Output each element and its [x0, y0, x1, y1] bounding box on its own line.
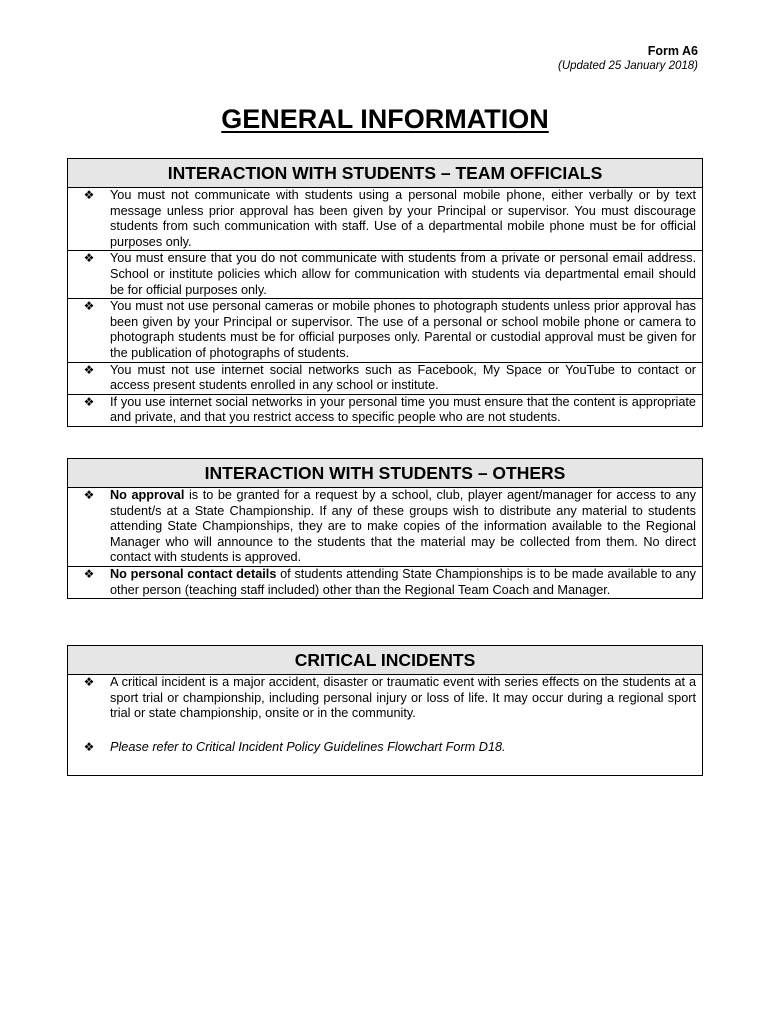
page-title: GENERAL INFORMATION [221, 104, 549, 134]
list-item [68, 675, 702, 722]
list-item-text: You must not use internet social networks such as Facebook, My Space or YouTube to contact or access present students enrolled in any school or institute. [110, 362, 696, 393]
diamond-bullet-icon: ❖ [83, 251, 95, 266]
list-item-text: You must not communicate with students using a personal mobile phone, either verbally or by text message unless prior approval has been given by your Principal or supervisor. You must discourage students from such communication with staff. Use of a departmental mobile phone must be for official purposes only. [110, 188, 696, 249]
form-code: Form A6 [647, 44, 698, 58]
list-item-text: A critical incident is a major accident, disaster or traumatic event with series effects on the students at a sport trial or championship, including personal injury or loss of life. It may occur during a regional sport trial or state championship, onsite or in the community. [110, 675, 696, 721]
body-text: of students attending State Championships is to be made available to any other person (teaching staff included) other than the Regional Team Coach and Manager. [110, 566, 696, 597]
section-others [67, 458, 703, 599]
section-critical-incidents [67, 645, 703, 776]
diamond-bullet-icon: ❖ [83, 488, 95, 502]
list-item-text: If you use internet social networks in your personal time you must ensure that the content is appropriate and private, and that you restrict access to specific people who are not students. [110, 394, 696, 425]
list-item [68, 740, 702, 756]
list-item-text: You must ensure that you do not communicate with students from a private or personal email address. School or institute policies which allow for communication with students via departmental email should be for official purposes only. [110, 251, 696, 297]
emphasis-text: No approval [110, 488, 185, 502]
diamond-bullet-icon: ❖ [83, 739, 95, 754]
diamond-bullet-icon: ❖ [83, 566, 95, 581]
emphasis-text: No personal contact details [110, 566, 277, 581]
list-item-text: Please refer to Critical Incident Policy Guidelines Flowchart Form D18. [110, 739, 506, 754]
list-item [68, 488, 702, 566]
diamond-bullet-icon: ❖ [83, 675, 95, 689]
body-text: is to be granted for a request by a school, club, player agent/manager for access to any student/s at a State Championship. If any of these groups wish to distribute any material to students attending State Championships, they are to make copies of the information available to the Regional Manager who will announce to the students that the material may be collected from them. No direct contact with students is approved. [110, 488, 696, 565]
form-updated-date: (Updated 25 January 2018) [557, 60, 698, 72]
list-item-text [110, 488, 702, 566]
diamond-bullet-icon: ❖ [83, 394, 95, 409]
section-heading: INTERACTION WITH STUDENTS – TEAM OFFICIALS [68, 159, 702, 188]
section-team-officials [67, 158, 703, 427]
list-item [68, 362, 702, 394]
diamond-bullet-icon: ❖ [83, 188, 95, 202]
list-item [68, 250, 702, 298]
list-item-text [110, 567, 702, 598]
list-item [68, 394, 702, 426]
list-item-text: You must not use personal cameras or mobile phones to photograph students unless prior approval has been given by your Principal or supervisor. The use of a personal or school mobile phone or camera to photograph students must be for official purposes only. Parental or custodial approval must be given for the publication of photographs of students. [110, 299, 696, 360]
list-item [68, 188, 702, 250]
section-heading: CRITICAL INCIDENTS [68, 646, 702, 675]
section-heading: INTERACTION WITH STUDENTS – OTHERS [68, 459, 702, 488]
list-item [68, 298, 702, 361]
diamond-bullet-icon: ❖ [83, 362, 95, 377]
list-item [68, 566, 702, 598]
diamond-bullet-icon: ❖ [83, 299, 95, 314]
